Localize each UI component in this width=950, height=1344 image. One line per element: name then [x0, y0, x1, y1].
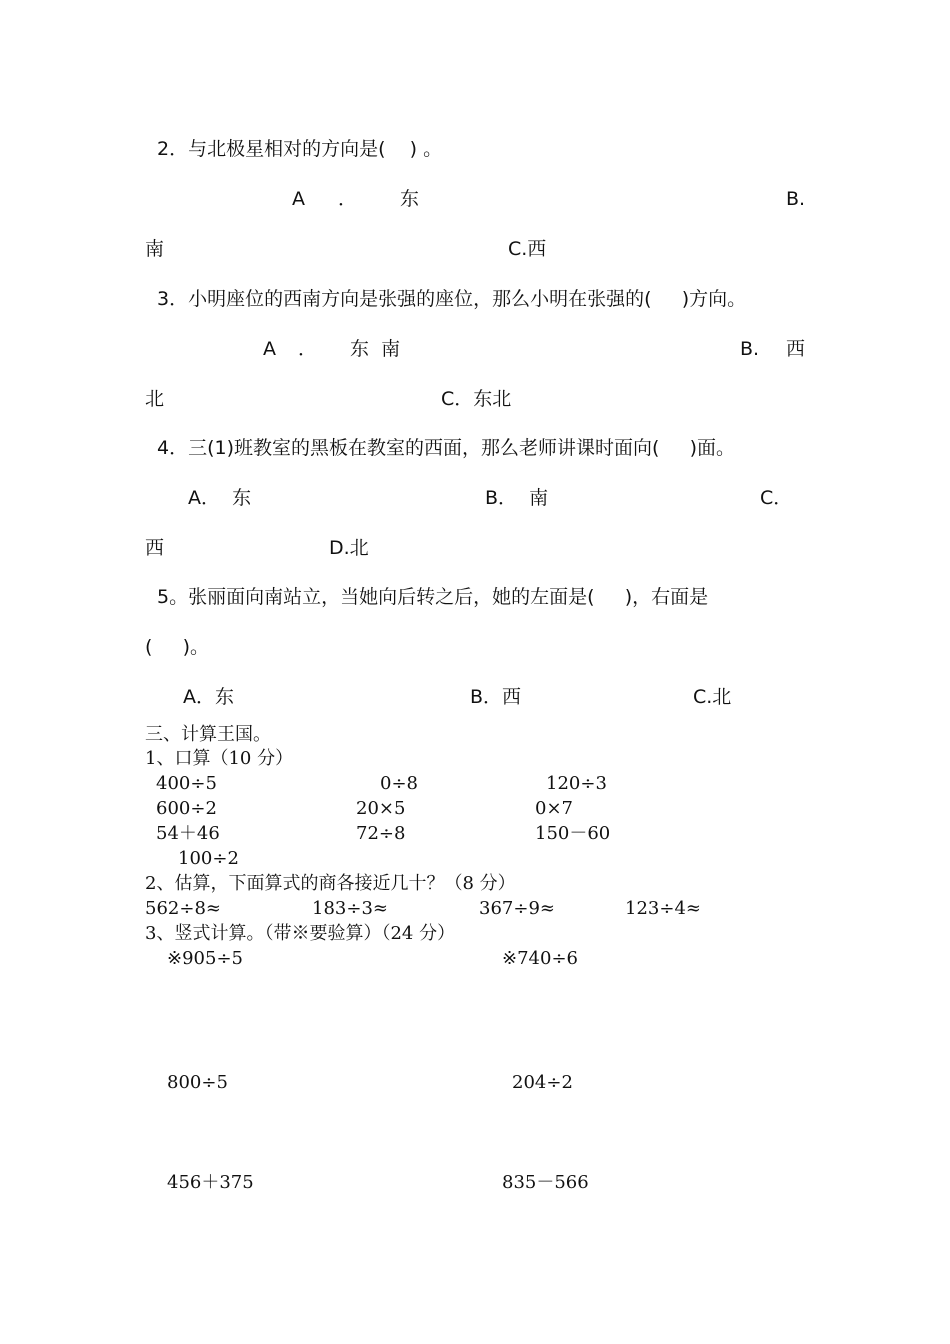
oral-calc-title: 1、口算（10 分） [145, 748, 294, 769]
oral-problem: 100÷2 [178, 848, 239, 869]
oral-problem: 54＋46 [156, 823, 220, 844]
oral-problem: 72÷8 [356, 823, 406, 844]
q3-option-b-text: 西 [786, 338, 806, 360]
q3-option-a-letter: A [263, 338, 276, 360]
q5-stem: 5。张丽面向南站立，当她向后转之后，她的左面是( )，右面是 [157, 586, 709, 608]
q2-stem: 2．与北极星相对的方向是( ) 。 [157, 138, 443, 160]
oral-problem: 150－60 [535, 823, 611, 844]
vertical-problem: 204÷2 [512, 1072, 573, 1093]
estimate-problem: 562÷8≈ [145, 898, 221, 919]
oral-problem: 600÷2 [156, 798, 217, 819]
q3-option-b-label: B. [740, 338, 760, 360]
q2-option-a-dot: ． [338, 188, 358, 210]
q4-option-c-text: 西 [145, 537, 165, 559]
q4-option-b: B． 南 [485, 487, 549, 509]
q3-option-b-cont: 北 [145, 388, 165, 410]
oral-problem: 0×7 [535, 798, 573, 819]
q4-stem: 4．三(1)班教室的黑板在教室的西面，那么老师讲课时面向( )面。 [157, 437, 736, 459]
vertical-problem: ※740÷6 [502, 948, 578, 969]
oral-problem: 20×5 [356, 798, 406, 819]
q2-option-b-label: B. [786, 188, 806, 210]
q4-option-d: D.北 [329, 537, 369, 559]
estimate-title: 2、估算，下面算式的商各接近几十？（8 分） [145, 873, 516, 894]
vertical-problem: 835－566 [502, 1172, 589, 1193]
vertical-calc-title: 3、竖式计算。（带※要验算）（24 分） [145, 923, 456, 944]
q3-option-c: C．东北 [441, 388, 512, 410]
q2-option-b-text: 南 [145, 238, 165, 260]
estimate-problem: 367÷9≈ [479, 898, 555, 919]
q4-option-a: A． 东 [188, 487, 252, 509]
oral-problem: 0÷8 [380, 773, 418, 794]
q3-option-a-text: 东 南 [350, 338, 401, 360]
vertical-problem: 800÷5 [167, 1072, 228, 1093]
q5-option-c: C.北 [693, 686, 732, 708]
q3-stem: 3．小明座位的西南方向是张强的座位，那么小明在张强的( )方向。 [157, 288, 747, 310]
q2-option-c: C.西 [508, 238, 547, 260]
vertical-problem: 456＋375 [167, 1172, 254, 1193]
estimate-problem: 123÷4≈ [625, 898, 701, 919]
estimate-problem: 183÷3≈ [312, 898, 388, 919]
vertical-problem: ※905÷5 [167, 948, 243, 969]
q4-option-c-label: C． [760, 487, 793, 509]
section3-title: 三、计算王国。 [145, 724, 271, 745]
q2-option-a-letter: A [292, 188, 305, 210]
q5-stem-cont: ( )。 [145, 636, 210, 658]
q3-option-a-dot: ． [298, 338, 318, 360]
oral-problem: 120÷3 [546, 773, 607, 794]
oral-problem: 400÷5 [156, 773, 217, 794]
q2-option-a-text: 东 [400, 188, 420, 210]
q5-option-b: B．西 [470, 686, 522, 708]
q5-option-a: A．东 [183, 686, 234, 708]
